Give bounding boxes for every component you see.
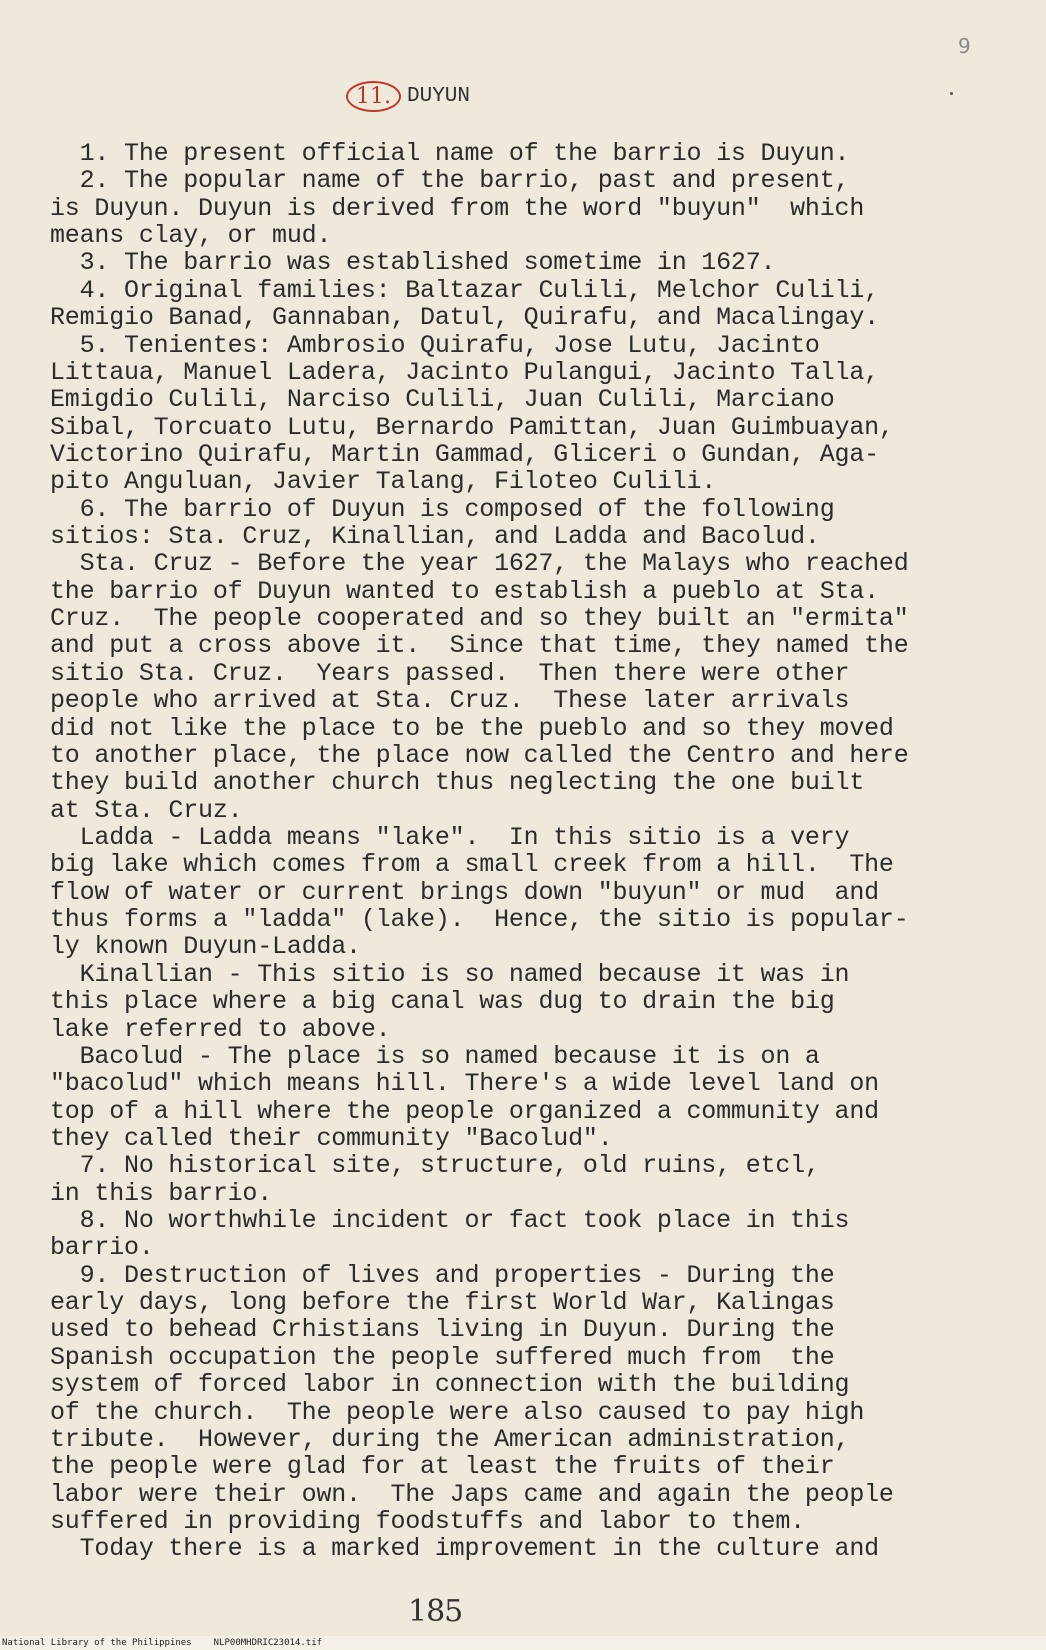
- text-line: top of a hill where the people organized a community and: [50, 1096, 879, 1126]
- text-line: Remigio Banad, Gannaban, Datul, Quirafu, and Macalingay.: [50, 303, 879, 333]
- text-line: Sibal, Torcuato Lutu, Bernardo Pamittan, Juan Guimbuayan,: [50, 412, 894, 442]
- section-heading: [346, 78, 470, 114]
- text-line: Cruz. The people cooperated and so they built an "ermita": [50, 604, 909, 634]
- text-line: tribute. However, during the American administration,: [50, 1424, 850, 1454]
- text-line: the barrio of Duyun wanted to establish a pueblo at Sta.: [50, 576, 879, 606]
- text-line: lake referred to above.: [50, 1014, 391, 1044]
- text-line: thus forms a "ladda" (lake). Hence, the sitio is popular-: [50, 905, 909, 935]
- text-line: big lake which comes from a small creek from a hill. The: [50, 850, 894, 880]
- text-line: of the church. The people were also caused to pay high: [50, 1397, 865, 1427]
- text-line: 5. Tenientes: Ambrosio Quirafu, Jose Lutu, Jacinto: [50, 330, 820, 360]
- text-line: and put a cross above it. Since that time, they named the: [50, 631, 909, 661]
- text-line: 3. The barrio was established sometime in 1627.: [50, 248, 776, 278]
- text-line: they called their community "Bacolud".: [50, 1123, 613, 1153]
- text-line: Today there is a marked improvement in the culture and: [50, 1534, 879, 1564]
- text-line: people who arrived at Sta. Cruz. These later arrivals: [50, 686, 850, 716]
- text-line: Kinallian - This sitio is so named because it was in: [50, 959, 850, 989]
- text-line: 7. No historical site, structure, old ruins, etcl,: [50, 1151, 820, 1181]
- text-line: sitio Sta. Cruz. Years passed. Then there were other: [50, 658, 850, 688]
- text-line: Bacolud - The place is so named because it is on a: [50, 1041, 820, 1071]
- text-line: 4. Original families: Baltazar Culili, Melchor Culili,: [50, 275, 879, 305]
- text-line: system of forced labor in connection with the building: [50, 1370, 850, 1400]
- scan-footer: [0, 1636, 1046, 1650]
- text-line: sitios: Sta. Cruz, Kinallian, and Ladda and Bacolud.: [50, 522, 820, 552]
- text-line: early days, long before the first World War, Kalingas: [50, 1288, 835, 1318]
- text-line: Littaua, Manuel Ladera, Jacinto Pulangui, Jacinto Talla,: [50, 357, 879, 387]
- text-line: Emigdio Culili, Narciso Culili, Juan Culili, Marciano: [50, 385, 835, 415]
- text-line: 2. The popular name of the barrio, past and present,: [50, 166, 850, 196]
- footer-library: National Library of the Philippines: [2, 1638, 192, 1648]
- handwritten-page-number: 9: [958, 34, 971, 58]
- text-line: in this barrio.: [50, 1178, 273, 1208]
- circled-section-number: 11.: [346, 81, 401, 112]
- text-line: 8. No worthwhile incident or fact took place in this: [50, 1206, 850, 1236]
- text-line: the people were glad for at least the fruits of their: [50, 1452, 835, 1482]
- text-line: is Duyun. Duyun is derived from the word "buyun" which: [50, 193, 865, 223]
- section-title: DUYUN: [407, 84, 471, 108]
- text-line: Ladda - Ladda means "lake". In this sitio is a very: [50, 822, 850, 852]
- text-line: to another place, the place now called the Centro and here: [50, 740, 909, 770]
- text-line: this place where a big canal was dug to drain the big: [50, 987, 835, 1017]
- text-line: Sta. Cruz - Before the year 1627, the Malays who reached: [50, 549, 909, 579]
- text-line: they build another church thus neglecting the one built: [50, 768, 865, 798]
- footer-filename: NLP00MHDRIC23014.tif: [213, 1638, 323, 1648]
- text-line: "bacolud" which means hill. There's a wide level land on: [50, 1069, 879, 1099]
- text-line: 9. Destruction of lives and properties - During the: [50, 1260, 835, 1290]
- text-line: used to behead Crhistians living in Duyun. During the: [50, 1315, 835, 1345]
- text-line: labor were their own. The Japs came and again the people: [50, 1479, 894, 1509]
- text-line: ly known Duyun-Ladda.: [50, 932, 361, 962]
- ink-dot: [950, 92, 953, 95]
- text-line: means clay, or mud.: [50, 221, 332, 251]
- text-line: barrio.: [50, 1233, 154, 1263]
- text-line: 6. The barrio of Duyun is composed of the following: [50, 494, 835, 524]
- text-line: 1. The present official name of the barrio is Duyun.: [50, 139, 850, 168]
- text-line: flow of water or current brings down "buyun" or mud and: [50, 877, 879, 907]
- text-line: at Sta. Cruz.: [50, 795, 243, 825]
- text-line: did not like the place to be the pueblo and so they moved: [50, 713, 894, 743]
- handwritten-folio-number: 185: [408, 1594, 463, 1629]
- text-line: Victorino Quirafu, Martin Gammad, Gliceri o Gundan, Aga-: [50, 439, 879, 469]
- text-line: suffered in providing foodstuffs and labor to them.: [50, 1506, 805, 1536]
- text-line: pito Anguluan, Javier Talang, Filoteo Culili.: [50, 467, 717, 497]
- text-line: Spanish occupation the people suffered much from the: [50, 1342, 835, 1372]
- document-body: [50, 140, 1016, 1563]
